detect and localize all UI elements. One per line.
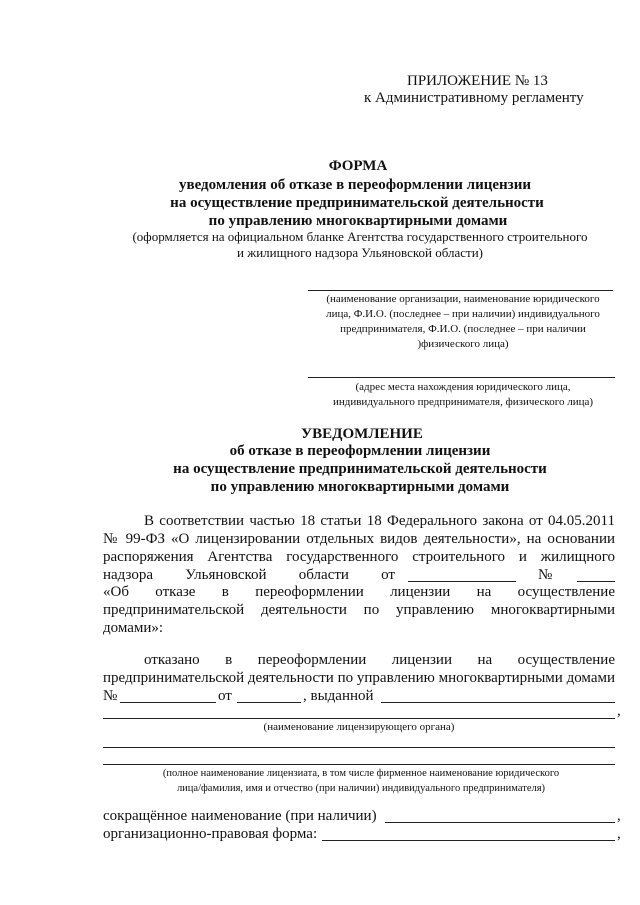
- form-note-line1: (оформляется на официальном бланке Агентства государственного строительного: [132, 229, 588, 244]
- short-name-comma: ,: [617, 808, 621, 824]
- license-issued-label: , выданной: [303, 688, 374, 704]
- licensee-hint-line1: (полное наименование лицензиата, в том числе фирменное наименование юридического: [162, 768, 560, 779]
- legal-form-label: организационно-правовая форма:: [103, 826, 318, 842]
- licensor-hint: (наименование лицензирующего органа): [263, 721, 455, 733]
- licensor-comma: ,: [617, 703, 621, 719]
- order-number-blank: [577, 581, 615, 582]
- address-hint-line1: (адрес места нахождения юридического лица,: [355, 381, 571, 393]
- licensee-blank-line1: [103, 747, 615, 748]
- paragraph1-line3: распоряжения Агентства государственного строительного и жилищного: [103, 549, 615, 565]
- order-number-sign: №: [538, 567, 553, 583]
- form-title: ФОРМА: [328, 158, 388, 174]
- notice-subtitle-line1: об отказе в переоформлении лицензии: [229, 443, 491, 459]
- paragraph1-line5: «Об отказе в переоформлении лицензии на осуществление: [103, 584, 615, 600]
- licensee-blank-line2: [103, 764, 615, 765]
- license-number-blank: [120, 702, 216, 703]
- paragraph1-line6: предпринимательской деятельности по управлению многоквартирными: [103, 602, 615, 618]
- license-issuer-blank: [381, 702, 615, 703]
- appendix-reference: к Административному регламенту: [364, 90, 584, 106]
- order-date-blank: [408, 581, 516, 582]
- legal-form-comma: ,: [617, 826, 621, 842]
- address-hint-line2: индивидуального предпринимателя, физического лица): [332, 396, 594, 408]
- notice-subtitle-line3: по управлению многоквартирными домами: [210, 479, 510, 495]
- recipient-hint-line1: (наименование организации, наименование юридического: [326, 293, 600, 305]
- license-date-blank: [237, 702, 301, 703]
- form-subtitle-line2: на осуществление предпринимательской деятельности: [170, 195, 544, 211]
- paragraph1-line4-text: надзора Ульяновской области от: [103, 567, 395, 583]
- paragraph1-line7: домами»:: [103, 620, 164, 636]
- license-number-sign: №: [103, 688, 118, 704]
- license-from-label: от: [218, 688, 232, 704]
- legal-form-blank: [322, 840, 615, 841]
- appendix-number: ПРИЛОЖЕНИЕ № 13: [407, 73, 548, 89]
- form-note-line2: и жилищного надзора Ульяновской области): [237, 245, 483, 260]
- paragraph1-line1: В соответствии частью 18 статьи 18 Федерального закона от 04.05.2011: [144, 513, 615, 529]
- short-name-blank: [385, 822, 615, 823]
- recipient-hint-line3: предпринимателя, Ф.И.О. (последнее – при наличии: [340, 323, 586, 335]
- short-name-label: сокращённое наименование (при наличии): [103, 808, 377, 824]
- licensee-hint-line2: лица/фамилия, имя и отчество (при наличии) индивидуального предпринимателя): [176, 783, 546, 794]
- paragraph1-line2: № 99-ФЗ «О лицензировании отдельных видов деятельности», на основании: [103, 531, 615, 547]
- address-blank-line: [308, 377, 615, 378]
- licensor-blank-line: [103, 718, 615, 719]
- form-subtitle-line3: по управлению многоквартирными домами: [208, 213, 508, 229]
- form-subtitle-line1: уведомления об отказе в переоформлении лицензии: [178, 177, 532, 193]
- recipient-hint-line2: лица, Ф.И.О. (последнее – при наличии) индивидуального: [326, 308, 600, 320]
- paragraph2-line1: отказано в переоформлении лицензии на осуществление: [144, 652, 615, 668]
- notice-title: УВЕДОМЛЕНИЕ: [301, 426, 423, 442]
- paragraph2-line2: предпринимательской деятельности по управлению многоквартирными домами: [103, 670, 615, 686]
- recipient-blank-line: [308, 290, 613, 291]
- notice-subtitle-line2: на осуществление предпринимательской деятельности: [173, 461, 547, 477]
- recipient-hint-line4: )физического лица): [417, 338, 509, 350]
